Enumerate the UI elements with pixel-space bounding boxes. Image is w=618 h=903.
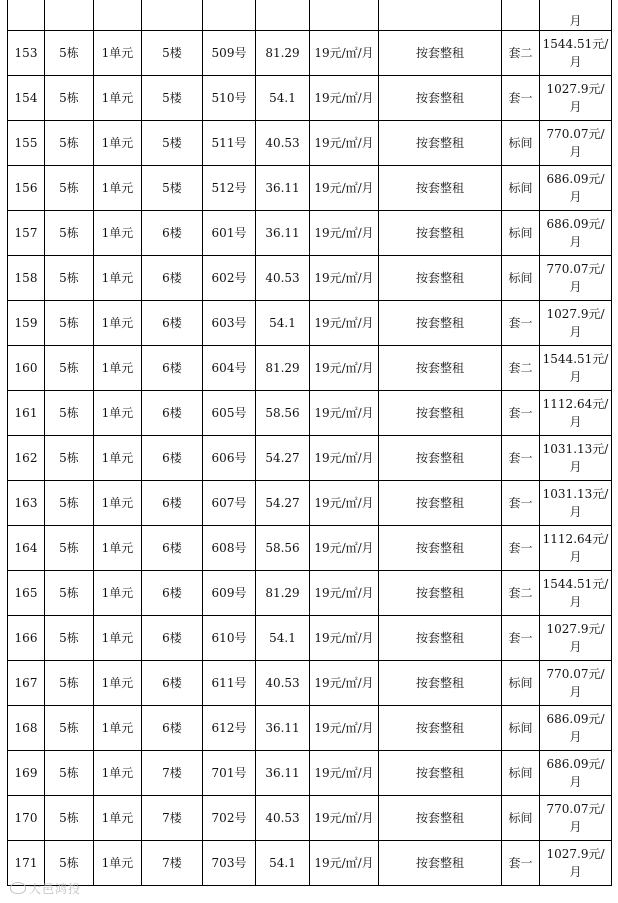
cell-room: 509号 (203, 31, 256, 76)
cell-room: 602号 (203, 256, 256, 301)
cell-price (540, 31, 612, 76)
cell-rate: 19元/㎡/月 (310, 661, 379, 706)
cell-rate: 19元/㎡/月 (310, 706, 379, 751)
watermark-text: 大邑鸿投 (29, 882, 82, 896)
cell-type: 标间 (502, 796, 540, 841)
cell-area: 40.53 (256, 121, 310, 166)
cell-floor: 7楼 (142, 751, 203, 796)
cell-floor: 6楼 (142, 661, 203, 706)
cell-building: 5栋 (45, 211, 94, 256)
cell-rate: 19元/㎡/月 (310, 616, 379, 661)
cell-area: 36.11 (256, 751, 310, 796)
cell-rate: 19元/㎡/月 (310, 301, 379, 346)
cell-unit: 1单元 (94, 76, 142, 121)
cell-type: 标间 (502, 706, 540, 751)
cell-unit: 1单元 (94, 796, 142, 841)
cell-no (8, 0, 45, 31)
cell-building: 5栋 (45, 166, 94, 211)
cell-method: 按套整租 (379, 706, 502, 751)
cell-unit: 1单元 (94, 436, 142, 481)
cell-room: 510号 (203, 76, 256, 121)
price-line2: 月 (569, 685, 582, 699)
cell-type: 套一 (502, 481, 540, 526)
cell-price (540, 121, 612, 166)
cell-area: 58.56 (256, 526, 310, 571)
cell-type: 套一 (502, 526, 540, 571)
cell-room: 605号 (203, 391, 256, 436)
table-row (8, 436, 612, 481)
price-line1: 1544.51元/ (542, 352, 609, 366)
table-row (8, 301, 612, 346)
cell-floor: 5楼 (142, 31, 203, 76)
cell-room: 511号 (203, 121, 256, 166)
cell-unit: 1单元 (94, 256, 142, 301)
cell-floor: 6楼 (142, 346, 203, 391)
cell-price (540, 481, 612, 526)
price-line1: 1112.64元/ (542, 532, 609, 546)
table-body (8, 0, 612, 886)
cell-building (45, 0, 94, 31)
table-row (8, 211, 612, 256)
cell-floor: 6楼 (142, 616, 203, 661)
cell-building: 5栋 (45, 796, 94, 841)
cell-type: 套二 (502, 31, 540, 76)
cell-building: 5栋 (45, 256, 94, 301)
price-line1: 1112.64元/ (542, 397, 609, 411)
cell-method: 按套整租 (379, 481, 502, 526)
price-line2: 月 (569, 190, 582, 204)
cell-area: 54.1 (256, 301, 310, 346)
cell-room: 604号 (203, 346, 256, 391)
cell-method: 按套整租 (379, 616, 502, 661)
cell-type: 标间 (502, 211, 540, 256)
cell-type: 标间 (502, 751, 540, 796)
cell-price (540, 841, 612, 886)
cell-floor: 7楼 (142, 841, 203, 886)
cell-method (379, 0, 502, 31)
cell-type: 标间 (502, 661, 540, 706)
cell-building: 5栋 (45, 481, 94, 526)
price-line1: 1031.13元/ (542, 442, 609, 456)
cell-method: 按套整租 (379, 76, 502, 121)
price-line1: 686.09元/ (546, 217, 605, 231)
price-line1: 770.07元/ (546, 802, 605, 816)
cell-floor (142, 0, 203, 31)
cell-unit: 1单元 (94, 751, 142, 796)
cell-building: 5栋 (45, 391, 94, 436)
cell-unit: 1单元 (94, 616, 142, 661)
cell-unit: 1单元 (94, 841, 142, 886)
price-line2: 月 (569, 640, 582, 654)
cell-price (540, 571, 612, 616)
cell-price (540, 706, 612, 751)
price-line2: 月 (569, 775, 582, 789)
cell-price (540, 166, 612, 211)
cell-room: 612号 (203, 706, 256, 751)
weibo-like-logo-icon (10, 882, 26, 894)
cell-rate: 19元/㎡/月 (310, 256, 379, 301)
cell-unit: 1单元 (94, 481, 142, 526)
cell-price (540, 526, 612, 571)
cell-type: 套一 (502, 76, 540, 121)
cell-no: 156 (8, 166, 45, 211)
cell-area: 40.53 (256, 796, 310, 841)
cell-rate: 19元/㎡/月 (310, 481, 379, 526)
cell-rate: 19元/㎡/月 (310, 796, 379, 841)
price-line1: 770.07元/ (546, 667, 605, 681)
cell-rate: 19元/㎡/月 (310, 166, 379, 211)
cell-building: 5栋 (45, 76, 94, 121)
table-row (8, 571, 612, 616)
cell-method: 按套整租 (379, 841, 502, 886)
cell-rate: 19元/㎡/月 (310, 31, 379, 76)
cell-area: 54.27 (256, 436, 310, 481)
price-line2: 月 (569, 820, 582, 834)
cell-type: 套一 (502, 391, 540, 436)
cell-price (540, 391, 612, 436)
cell-area: 81.29 (256, 571, 310, 616)
cell-room: 608号 (203, 526, 256, 571)
cell-unit: 1单元 (94, 526, 142, 571)
table-row (8, 391, 612, 436)
price-line2: 月 (569, 460, 582, 474)
cell-no: 161 (8, 391, 45, 436)
cell-unit: 1单元 (94, 121, 142, 166)
table-row (8, 526, 612, 571)
price-line2: 月 (569, 145, 582, 159)
table-row-partial (8, 0, 612, 31)
table-row (8, 121, 612, 166)
cell-no: 153 (8, 31, 45, 76)
cell-rate (310, 0, 379, 31)
cell-method: 按套整租 (379, 751, 502, 796)
table-row (8, 616, 612, 661)
cell-type: 套一 (502, 616, 540, 661)
price-line1: 1027.9元/ (546, 622, 605, 636)
cell-floor: 6楼 (142, 526, 203, 571)
cell-no: 168 (8, 706, 45, 751)
cell-room: 601号 (203, 211, 256, 256)
cell-building: 5栋 (45, 616, 94, 661)
cell-floor: 7楼 (142, 796, 203, 841)
cell-method: 按套整租 (379, 526, 502, 571)
cell-type (502, 0, 540, 31)
cell-unit: 1单元 (94, 346, 142, 391)
cell-no: 163 (8, 481, 45, 526)
table-row (8, 256, 612, 301)
cell-building: 5栋 (45, 436, 94, 481)
cell-rate: 19元/㎡/月 (310, 121, 379, 166)
price-line2: 月 (569, 730, 582, 744)
cell-price (540, 301, 612, 346)
cell-price (540, 346, 612, 391)
price-line1: 1031.13元/ (542, 487, 609, 501)
table-row (8, 661, 612, 706)
cell-no: 171 (8, 841, 45, 886)
price-line2: 月 (569, 550, 582, 564)
cell-rate: 19元/㎡/月 (310, 526, 379, 571)
cell-no: 154 (8, 76, 45, 121)
price-line2: 月 (569, 100, 582, 114)
cell-building: 5栋 (45, 661, 94, 706)
cell-floor: 6楼 (142, 391, 203, 436)
table-row (8, 346, 612, 391)
cell-floor: 5楼 (142, 76, 203, 121)
price-line2: 月 (569, 865, 582, 879)
cell-type: 标间 (502, 166, 540, 211)
cell-rate: 19元/㎡/月 (310, 391, 379, 436)
cell-unit: 1单元 (94, 211, 142, 256)
cell-room: 607号 (203, 481, 256, 526)
cell-no: 164 (8, 526, 45, 571)
cell-no: 162 (8, 436, 45, 481)
cell-room: 703号 (203, 841, 256, 886)
cell-area: 40.53 (256, 256, 310, 301)
cell-building: 5栋 (45, 751, 94, 796)
cell-rate: 19元/㎡/月 (310, 211, 379, 256)
price-line1: 686.09元/ (546, 757, 605, 771)
cell-room: 610号 (203, 616, 256, 661)
price-line1: 1027.9元/ (546, 847, 605, 861)
cell-rate: 19元/㎡/月 (310, 436, 379, 481)
cell-area: 54.1 (256, 76, 310, 121)
cell-no: 159 (8, 301, 45, 346)
cell-type: 套一 (502, 841, 540, 886)
cell-rate: 19元/㎡/月 (310, 346, 379, 391)
cell-room: 512号 (203, 166, 256, 211)
rental-listing-table (7, 0, 612, 886)
table-row (8, 166, 612, 211)
cell-method: 按套整租 (379, 121, 502, 166)
cell-method: 按套整租 (379, 166, 502, 211)
cell-no: 170 (8, 796, 45, 841)
cell-unit: 1单元 (94, 31, 142, 76)
price-line1: 686.09元/ (546, 172, 605, 186)
price-line1: 1544.51元/ (542, 37, 609, 51)
cell-area: 40.53 (256, 661, 310, 706)
cell-building: 5栋 (45, 706, 94, 751)
cell-rate: 19元/㎡/月 (310, 76, 379, 121)
table-row (8, 751, 612, 796)
price-line2: 月 (569, 55, 582, 69)
price-line1: 770.07元/ (546, 262, 605, 276)
price-line2: 月 (569, 370, 582, 384)
price-line2: 月 (569, 415, 582, 429)
cell-method: 按套整租 (379, 346, 502, 391)
cell-unit (94, 0, 142, 31)
cell-no: 155 (8, 121, 45, 166)
cell-building: 5栋 (45, 841, 94, 886)
cell-method: 按套整租 (379, 436, 502, 481)
cell-price (540, 661, 612, 706)
cell-type: 标间 (502, 256, 540, 301)
price-line1: 1544.51元/ (542, 577, 609, 591)
price-line2: 月 (569, 595, 582, 609)
cell-floor: 5楼 (142, 166, 203, 211)
cell-unit: 1单元 (94, 661, 142, 706)
cell-floor: 5楼 (142, 121, 203, 166)
cell-floor: 6楼 (142, 706, 203, 751)
cell-type: 套一 (502, 436, 540, 481)
cell-method: 按套整租 (379, 661, 502, 706)
cell-method: 按套整租 (379, 31, 502, 76)
cell-method: 按套整租 (379, 571, 502, 616)
price-line2: 月 (569, 280, 582, 294)
cell-floor: 6楼 (142, 436, 203, 481)
table-row (8, 76, 612, 121)
cell-room: 701号 (203, 751, 256, 796)
cell-method: 按套整租 (379, 211, 502, 256)
cell-unit: 1单元 (94, 301, 142, 346)
cell-no: 166 (8, 616, 45, 661)
cell-price (540, 76, 612, 121)
price-line2: 月 (569, 235, 582, 249)
cell-no: 157 (8, 211, 45, 256)
price-line2: 月 (569, 505, 582, 519)
cell-unit: 1单元 (94, 706, 142, 751)
cell-building: 5栋 (45, 31, 94, 76)
table-row (8, 31, 612, 76)
cell-room: 611号 (203, 661, 256, 706)
cell-floor: 6楼 (142, 301, 203, 346)
cell-no: 167 (8, 661, 45, 706)
cell-unit: 1单元 (94, 166, 142, 211)
cell-rate: 19元/㎡/月 (310, 841, 379, 886)
cell-building: 5栋 (45, 571, 94, 616)
cell-price (540, 616, 612, 661)
cell-room: 603号 (203, 301, 256, 346)
cell-unit: 1单元 (94, 571, 142, 616)
cell-price (540, 751, 612, 796)
cell-area (256, 0, 310, 31)
cell-area: 58.56 (256, 391, 310, 436)
price-line1: 686.09元/ (546, 712, 605, 726)
cell-floor: 6楼 (142, 256, 203, 301)
cell-room: 702号 (203, 796, 256, 841)
cell-rate: 19元/㎡/月 (310, 751, 379, 796)
cell-floor: 6楼 (142, 481, 203, 526)
cell-no: 160 (8, 346, 45, 391)
cell-building: 5栋 (45, 121, 94, 166)
cell-room: 606号 (203, 436, 256, 481)
cell-no: 165 (8, 571, 45, 616)
cell-type: 套二 (502, 571, 540, 616)
cell-type: 套二 (502, 346, 540, 391)
cell-method: 按套整租 (379, 256, 502, 301)
cell-area: 36.11 (256, 211, 310, 256)
price-line1: 1027.9元/ (546, 307, 605, 321)
cell-area: 54.1 (256, 841, 310, 886)
cell-room: 609号 (203, 571, 256, 616)
cell-method: 按套整租 (379, 391, 502, 436)
cell-no: 169 (8, 751, 45, 796)
cell-price (540, 211, 612, 256)
table-row (8, 841, 612, 886)
cell-floor: 6楼 (142, 571, 203, 616)
cell-area: 54.1 (256, 616, 310, 661)
cell-area: 36.11 (256, 166, 310, 211)
cell-area: 81.29 (256, 346, 310, 391)
cell-building: 5栋 (45, 526, 94, 571)
cell-type: 套一 (502, 301, 540, 346)
watermark (10, 880, 81, 897)
cell-no: 158 (8, 256, 45, 301)
price-line1: 770.07元/ (546, 127, 605, 141)
cell-area: 36.11 (256, 706, 310, 751)
table-row (8, 706, 612, 751)
table-row (8, 796, 612, 841)
cell-rate: 19元/㎡/月 (310, 571, 379, 616)
cell-area: 81.29 (256, 31, 310, 76)
cell-price (540, 0, 612, 31)
cell-room (203, 0, 256, 31)
cell-price (540, 436, 612, 481)
cell-method: 按套整租 (379, 796, 502, 841)
price-line2: 月 (569, 325, 582, 339)
cell-building: 5栋 (45, 346, 94, 391)
cell-building: 5栋 (45, 301, 94, 346)
cell-price (540, 256, 612, 301)
cell-price (540, 796, 612, 841)
price-line1: 1027.9元/ (546, 82, 605, 96)
cell-floor: 6楼 (142, 211, 203, 256)
cell-type: 标间 (502, 121, 540, 166)
cell-method: 按套整租 (379, 301, 502, 346)
cell-unit: 1单元 (94, 391, 142, 436)
cell-area: 54.27 (256, 481, 310, 526)
table-row (8, 481, 612, 526)
price-line2: 月 (569, 14, 582, 28)
